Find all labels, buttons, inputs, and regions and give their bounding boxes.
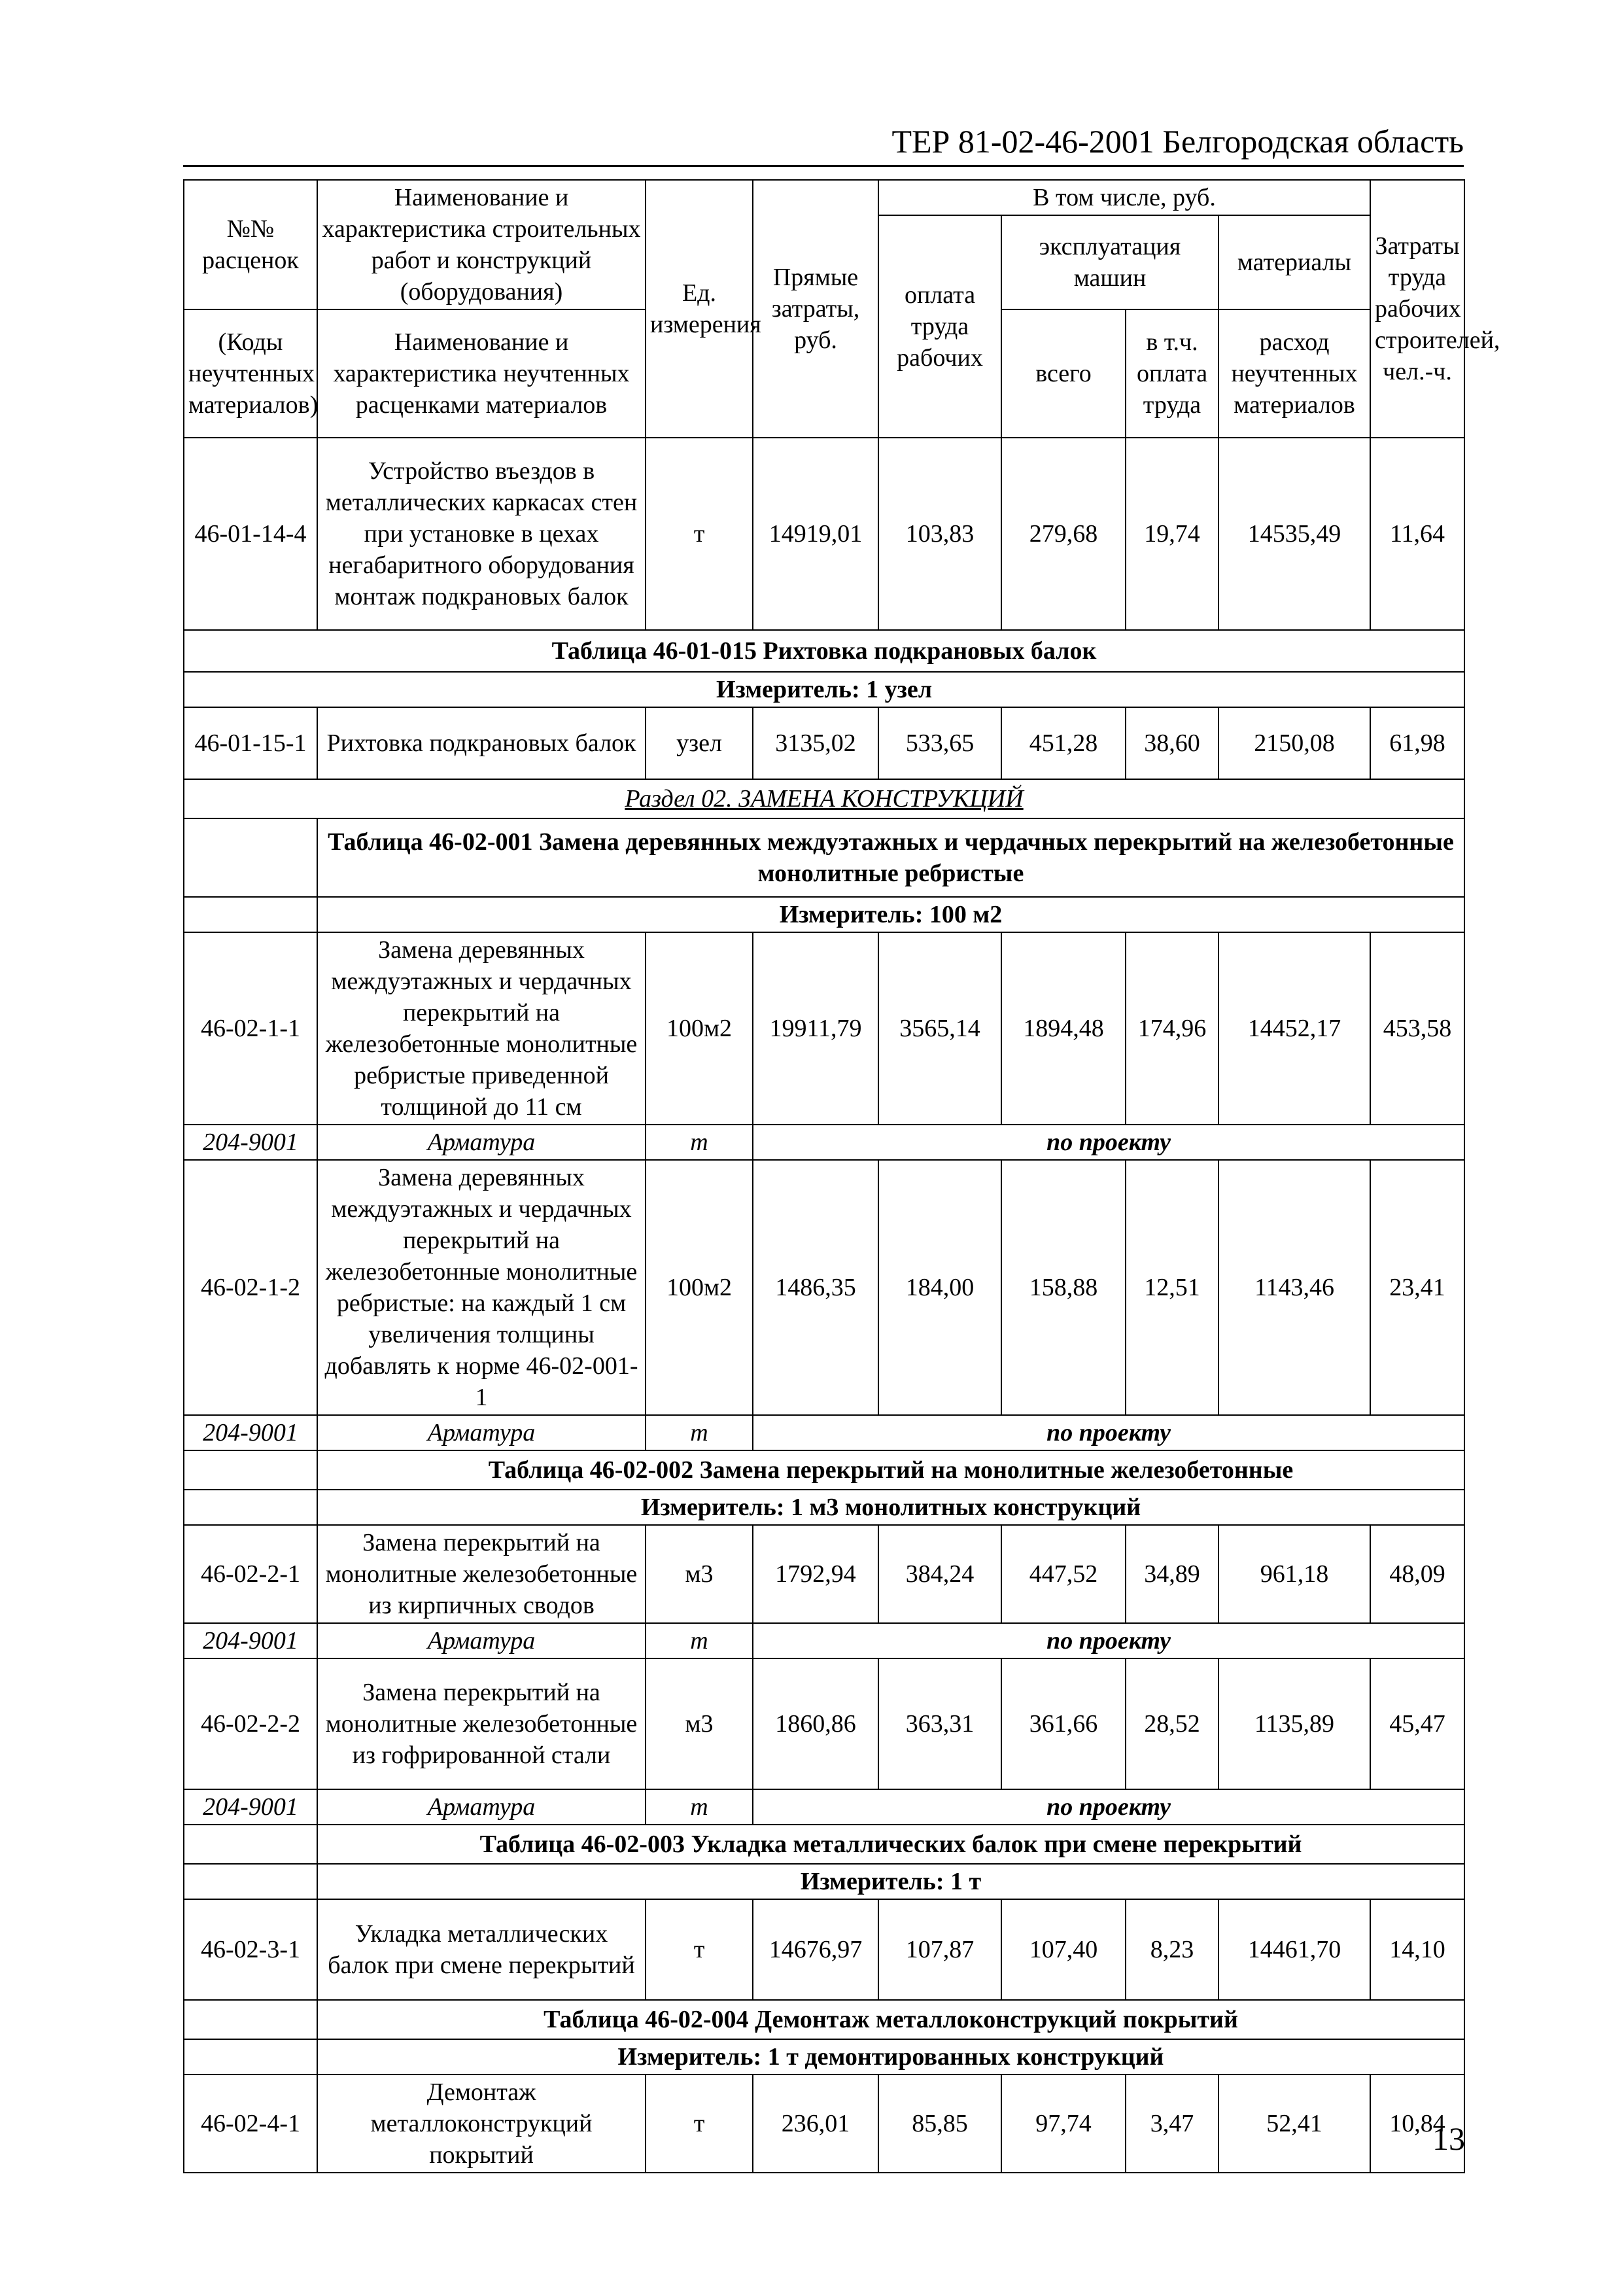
row-labor: 11,64 — [1370, 438, 1464, 630]
empty-cell — [184, 1450, 317, 1490]
row-machines: 361,66 — [1001, 1658, 1126, 1789]
table-title: Таблица 46-02-002 Замена перекрытий на монолитные железобетонные — [317, 1450, 1464, 1490]
row-labor: 45,47 — [1370, 1658, 1464, 1789]
material-unit: т — [646, 1125, 753, 1160]
row-machines: 451,28 — [1001, 707, 1126, 779]
row-machines: 1894,48 — [1001, 932, 1126, 1125]
empty-cell — [184, 2000, 317, 2039]
material-code: 204-9001 — [184, 1623, 317, 1658]
row-machines-wage: 174,96 — [1126, 932, 1218, 1125]
material-note: по проекту — [753, 1623, 1464, 1658]
material-code: 204-9001 — [184, 1125, 317, 1160]
table-row — [184, 2075, 1464, 2173]
col-machines-wage-header: в т.ч. оплата труда — [1126, 309, 1218, 438]
row-labor: 61,98 — [1370, 707, 1464, 779]
material-unit: т — [646, 1623, 753, 1658]
material-unit: т — [646, 1415, 753, 1450]
material-name: Арматура — [317, 1789, 646, 1825]
row-materials: 14452,17 — [1218, 932, 1370, 1125]
row-labor: 10,84 — [1370, 2075, 1464, 2173]
material-code: 204-9001 — [184, 1415, 317, 1450]
row-name: Замена деревянных междуэтажных и чердачных перекрытий на железобетонные монолитные ребристые: на каждый 1 см увеличения толщины добавлять к норме 46-02-001-1 — [317, 1160, 646, 1415]
material-name: Арматура — [317, 1415, 646, 1450]
empty-cell — [184, 1825, 317, 1864]
row-unit: м3 — [646, 1525, 753, 1623]
material-name: Арматура — [317, 1125, 646, 1160]
col-unit-header: Ед. измерения — [646, 180, 753, 438]
material-note: по проекту — [753, 1415, 1464, 1450]
row-wage: 184,00 — [878, 1160, 1001, 1415]
row-materials: 14535,49 — [1218, 438, 1370, 630]
material-name: Арматура — [317, 1623, 646, 1658]
row-machines-wage: 38,60 — [1126, 707, 1218, 779]
table-title: Таблица 46-02-003 Укладка металлических балок при смене перекрытий — [317, 1825, 1464, 1864]
row-unit: 100м2 — [646, 932, 753, 1125]
material-note: по проекту — [753, 1125, 1464, 1160]
empty-cell — [184, 818, 317, 897]
row-wage: 103,83 — [878, 438, 1001, 630]
row-name: Устройство въездов в металлических каркасах стен при установке в цехах негабаритного оборудования монтаж подкрановых балок — [317, 438, 646, 630]
row-machines-wage: 28,52 — [1126, 1658, 1218, 1789]
row-machines: 97,74 — [1001, 2075, 1126, 2173]
row-code: 46-02-2-1 — [184, 1525, 317, 1623]
table-title: Таблица 46-02-001 Замена деревянных междуэтажных и чердачных перекрытий на железобетонные монолитные ребристые — [317, 818, 1464, 897]
row-wage: 3565,14 — [878, 932, 1001, 1125]
row-wage: 363,31 — [878, 1658, 1001, 1789]
table-row — [184, 932, 1464, 1125]
header-divider — [183, 165, 1464, 167]
row-machines-wage: 12,51 — [1126, 1160, 1218, 1415]
section-title: Раздел 02. ЗАМЕНА КОНСТРУКЦИЙ — [184, 779, 1464, 818]
row-unit: т — [646, 438, 753, 630]
row-direct: 236,01 — [753, 2075, 878, 2173]
col-materials-sub-header: расход неучтенных материалов — [1218, 309, 1370, 438]
table-meter: Измеритель: 1 т — [317, 1864, 1464, 1899]
row-machines: 447,52 — [1001, 1525, 1126, 1623]
row-unit: т — [646, 1899, 753, 2000]
row-unit: м3 — [646, 1658, 753, 1789]
row-machines-wage: 19,74 — [1126, 438, 1218, 630]
row-name: Замена деревянных междуэтажных и чердачных перекрытий на железобетонные монолитные ребристые приведенной толщиной до 11 см — [317, 932, 646, 1125]
row-labor: 14,10 — [1370, 1899, 1464, 2000]
table-row — [184, 1525, 1464, 1623]
row-code: 46-02-1-2 — [184, 1160, 317, 1415]
col-code-header: №№ расценок — [184, 180, 317, 309]
row-direct: 14919,01 — [753, 438, 878, 630]
row-wage: 107,87 — [878, 1899, 1001, 2000]
col-name-subheader: Наименование и характеристика неучтенных расценками материалов — [317, 309, 646, 438]
row-direct: 14676,97 — [753, 1899, 878, 2000]
row-unit: узел — [646, 707, 753, 779]
page-number: 13 — [1432, 2120, 1465, 2157]
table-row — [184, 1899, 1464, 2000]
material-row — [184, 1415, 1464, 1450]
row-materials: 14461,70 — [1218, 1899, 1370, 2000]
table-row — [184, 1160, 1464, 1415]
empty-cell — [184, 1490, 317, 1525]
table-meter: Измеритель: 1 м3 монолитных конструкций — [317, 1490, 1464, 1525]
row-code: 46-01-14-4 — [184, 438, 317, 630]
empty-cell — [184, 1864, 317, 1899]
col-direct-header: Прямые затраты, руб. — [753, 180, 878, 438]
row-name: Рихтовка подкрановых балок — [317, 707, 646, 779]
row-name: Замена перекрытий на монолитные железобетонные из кирпичных сводов — [317, 1525, 646, 1623]
material-unit: т — [646, 1789, 753, 1825]
empty-cell — [184, 897, 317, 932]
row-direct: 1792,94 — [753, 1525, 878, 1623]
table-title: Таблица 46-02-004 Демонтаж металлоконструкций покрытий — [317, 2000, 1464, 2039]
row-materials: 961,18 — [1218, 1525, 1370, 1623]
row-code: 46-02-3-1 — [184, 1899, 317, 2000]
row-name: Укладка металлических балок при смене перекрытий — [317, 1899, 646, 2000]
table-meter: Измеритель: 100 м2 — [317, 897, 1464, 932]
table-title: Таблица 46-01-015 Рихтовка подкрановых балок — [184, 630, 1464, 672]
row-materials: 1135,89 — [1218, 1658, 1370, 1789]
row-unit: 100м2 — [646, 1160, 753, 1415]
table-row — [184, 438, 1464, 630]
col-wage-header: оплата труда рабочих — [878, 215, 1001, 438]
col-code-subheader: (Коды неучтенных материалов) — [184, 309, 317, 438]
row-materials: 2150,08 — [1218, 707, 1370, 779]
row-direct: 3135,02 — [753, 707, 878, 779]
row-direct: 19911,79 — [753, 932, 878, 1125]
col-labor-header: Затраты труда рабочих строителей, чел.-ч. — [1370, 180, 1464, 438]
row-name: Замена перекрытий на монолитные железобетонные из гофрированной стали — [317, 1658, 646, 1789]
table-row — [184, 1658, 1464, 1789]
row-direct: 1860,86 — [753, 1658, 878, 1789]
row-code: 46-01-15-1 — [184, 707, 317, 779]
table-meter: Измеритель: 1 т демонтированных конструкций — [317, 2039, 1464, 2075]
row-code: 46-02-4-1 — [184, 2075, 317, 2173]
row-machines: 279,68 — [1001, 438, 1126, 630]
material-note: по проекту — [753, 1789, 1464, 1825]
table-meter: Измеритель: 1 узел — [184, 672, 1464, 707]
price-table — [183, 179, 1500, 2173]
row-machines-wage: 3,47 — [1126, 2075, 1218, 2173]
row-machines-wage: 34,89 — [1126, 1525, 1218, 1623]
row-materials: 52,41 — [1218, 2075, 1370, 2173]
row-direct: 1486,35 — [753, 1160, 878, 1415]
row-wage: 384,24 — [878, 1525, 1001, 1623]
row-machines: 107,40 — [1001, 1899, 1126, 2000]
material-row — [184, 1125, 1464, 1160]
row-unit: т — [646, 2075, 753, 2173]
col-incl-header: В том числе, руб. — [878, 180, 1370, 215]
row-wage: 85,85 — [878, 2075, 1001, 2173]
row-materials: 1143,46 — [1218, 1160, 1370, 1415]
row-wage: 533,65 — [878, 707, 1001, 779]
col-machines-total-header: всего — [1001, 309, 1126, 438]
col-name-header: Наименование и характеристика строительных работ и конструкций (оборудования) — [317, 180, 646, 309]
material-code: 204-9001 — [184, 1789, 317, 1825]
col-machines-header: эксплуатация машин — [1001, 215, 1218, 309]
row-name: Демонтаж металлоконструкций покрытий — [317, 2075, 646, 2173]
row-labor: 23,41 — [1370, 1160, 1464, 1415]
row-code: 46-02-1-1 — [184, 932, 317, 1125]
material-row — [184, 1789, 1464, 1825]
col-materials-header: материалы — [1218, 215, 1370, 309]
row-code: 46-02-2-2 — [184, 1658, 317, 1789]
row-machines: 158,88 — [1001, 1160, 1126, 1415]
row-labor: 48,09 — [1370, 1525, 1464, 1623]
row-labor: 453,58 — [1370, 932, 1464, 1125]
row-machines-wage: 8,23 — [1126, 1899, 1218, 2000]
table-row — [184, 707, 1464, 779]
document-header: ТЕР 81-02-46-2001 Белгородская область — [891, 123, 1464, 160]
empty-cell — [184, 2039, 317, 2075]
material-row — [184, 1623, 1464, 1658]
